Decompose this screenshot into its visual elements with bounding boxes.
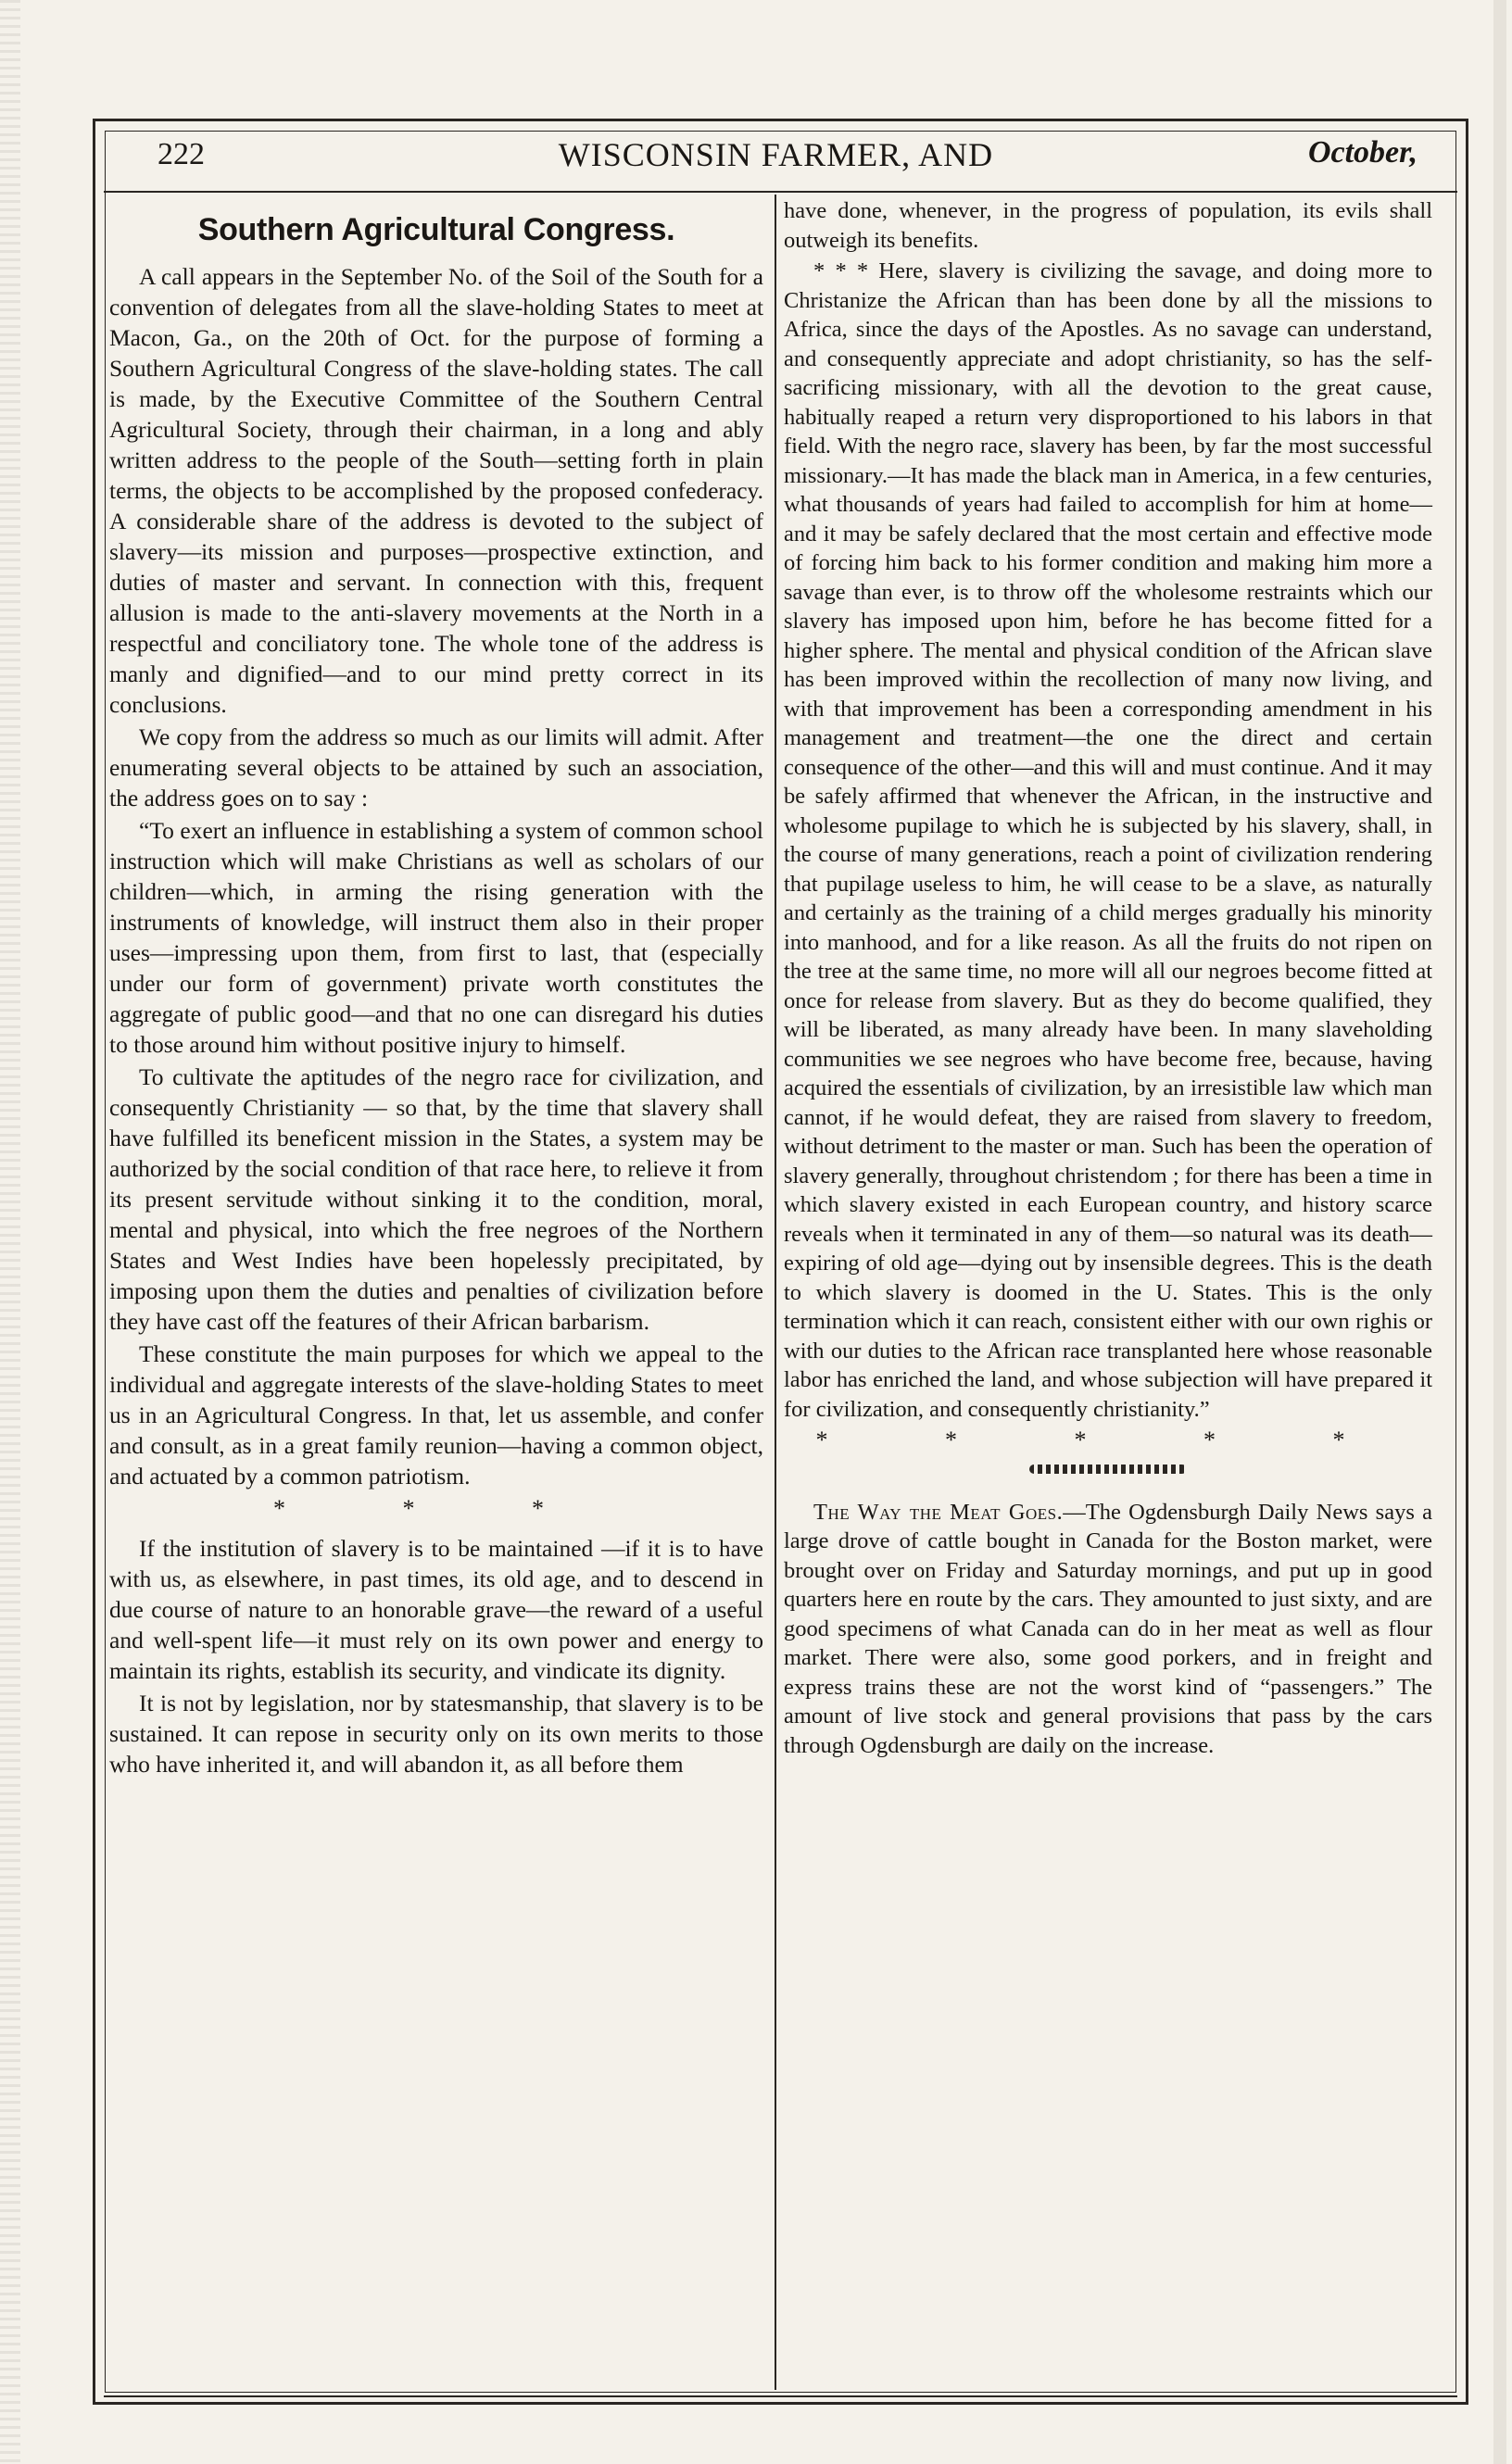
closing-stars: * * * * * bbox=[815, 1427, 1401, 1453]
page-number: 222 bbox=[158, 137, 205, 171]
section-ornament bbox=[1029, 1465, 1187, 1474]
meat-item-heading: The Way the Meat Goes. bbox=[813, 1499, 1064, 1525]
paragraph: If the institution of slavery is to be maintained —if it is to have with us, as elsewhere, in past times, its old age, and to descend in due course of nature to an honorable grave—the reward of a useful and well-spent life—it must rely on its own power and energy to maintain its rights, establish its security, and vindicate its dignity. bbox=[109, 1535, 763, 1684]
left-column bbox=[109, 196, 763, 1781]
paragraph: have done, whenever, in the progress of population, its evils shall outweigh its benefits. bbox=[784, 198, 1432, 253]
article-title: Southern Agricultural Congress. bbox=[197, 212, 675, 247]
paragraph: A call appears in the September No. of the Soil of the South for a convention of delegates from all the slave-holding States to meet at Macon, Ga., on the 20th of Oct. for the purpose of forming a Southern Agricultural Congress of the slave-holding states. The call is made, by the Executive Committee of the Southern Central Agricultural Society, through their chairman, in a long and ably written address to the people of the South—setting forth in plain terms, the objects to be accomplished by the proposed confederacy. A considerable share of the address is devoted to the subject of slavery—its mission and purposes—prospective extinction, and duties of master and servant. In connection with this, frequent allusion is made to the anti-slavery movements at the North in a respectful and conciliatory tone. The whole tone of the address is manly and dignified—and to our mind pretty correct in its conclusions. bbox=[109, 263, 763, 718]
right-column bbox=[784, 196, 1432, 1762]
page-header bbox=[158, 130, 1418, 182]
header-rule bbox=[104, 191, 1457, 193]
page-edge bbox=[1493, 0, 1506, 2464]
paragraph: * * * Here, slavery is civilizing the savage, and doing more to Christanize the African than has been done by all the missions to Africa, since the days of the Apostles. As no savage can understand, and consequently appreciate and adopt christianity, so has the self-sacrificing missionary, with all the devotion to the great cause, habitually reaped a return very disproportioned to his labors in that field. With the negro race, slavery has been, by far the most successful missionary.—It has made the black man in America, in a few centuries, what thousands of years had failed to accomplish for him at home—and it may be safely declared that the most certain and effective mode of forcing him back to his former condition and making him more a savage than ever, is to throw off the wholesome restraints which our slavery has imposed upon him, before he has become fitted for a higher sphere. The mental and physical condition of the African slave has been improved within the recollection of many now living, and with that improvement has been a corresponding amendment in his management and treatment—the one the direct and certain consequence of the other—and this will and must continue. And it may be safely affirmed that whenever the African, in the instructive and wholesome pupilage to which he is subjected by his slavery, shall, in the course of many generations, reach a point of civilization rendering that pupilage useless to him, he will cease to be a slave, as naturally and certainly as the training of a child merges gradually his minority into manhood, and for a like reason. As all the fruits do not ripen on the tree at the same time, no more will all our negroes become fitted at once for release from slavery. But as they do become qualified, they will be liberated, as many already have been. In many slaveholding communities we see negroes who have become free, because, having acquired the essentials of civilization, by an irresistible law which man cannot, if he would defeat, they are raised from slavery to freedom, without detriment to the master or man. Such has been the operation of slavery generally, throughout christendom ; for there has been a time in which slavery existed in each European country, and history scarce reveals when it terminated in any of them—so natural was its death—expiring of old age—dying out by insensible degrees. This is the death to which slavery is doomed in the U. States. This is the only termination which it can reach, consistent either with our own righis or with our duties to the African race transplanted here whose reasonable labor has enriched the land, and whose subjection will have prepared it for civilization, and consequently christianity.” bbox=[784, 258, 1432, 1422]
meat-item bbox=[784, 1498, 1432, 1761]
masthead-title: WISCONSIN FARMER, AND bbox=[558, 136, 994, 173]
paragraph: It is not by legislation, nor by statesmanship, that slavery is to be sustained. It can repose in security only on its own merits to those who have inherited it, and will abandon it, as all before them bbox=[109, 1690, 763, 1778]
paragraph: We copy from the address so much as our limits will admit. After enumerating several objects to be attained by such an association, the address goes on to say : bbox=[109, 723, 763, 811]
page-gutter bbox=[0, 0, 20, 2464]
issue-month: October, bbox=[1307, 135, 1418, 170]
section-stars: * * * bbox=[273, 1495, 599, 1522]
paragraph: These constitute the main purposes for which we appeal to the individual and aggregate interests of the slave-holding States to meet us in an Agricultural Congress. In that, let us assemble, and confer and consult, as in a great family reunion—having a common object, and actuated by a common patriotism. bbox=[109, 1340, 763, 1490]
bottom-rule bbox=[104, 2395, 1457, 2397]
paragraph: “To exert an influence in establishing a system of common school instruction which will make Christians as well as scholars of our children—which, in arming the rising generation with the instruments of knowledge, will instruct them also in their proper uses—impressing upon them, from first to last, that (especially under our form of government) private worth constitutes the aggregate of public good—and that no one can disregard his duties to those around him without positive injury to himself. bbox=[109, 817, 763, 1058]
column-rule bbox=[775, 195, 776, 2390]
meat-item-body: —The Ogdensburgh Daily News says a large drove of cattle bought in Canada for the Boston market, were brought over on Friday and Saturday mornings, and put up in good quarters here en route by the cars. They amounted to just sixty, and are good specimens of what Canada can do in her meat as well as flour market. There were also, some good porkers, and in freight and express trains these are not the worst kind of “passengers.” The amount of live stock and general provisions that pass by the cars through Ogdensburgh are daily on the increase. bbox=[784, 1499, 1433, 1758]
paragraph: To cultivate the aptitudes of the negro race for civilization, and consequently Christianity — so that, by the time that slavery shall have fulfilled its beneficent mission in the States, a system may be authorized by the social condition of that race here, to relieve it from its present servitude without sinking it to the condition, moral, mental and physical, into which the free negroes of the Northern States and West Indies have been hopelessly precipitated, by imposing upon them the duties and penalties of civilization before they have cast off the features of their African barbarism. bbox=[109, 1063, 763, 1335]
